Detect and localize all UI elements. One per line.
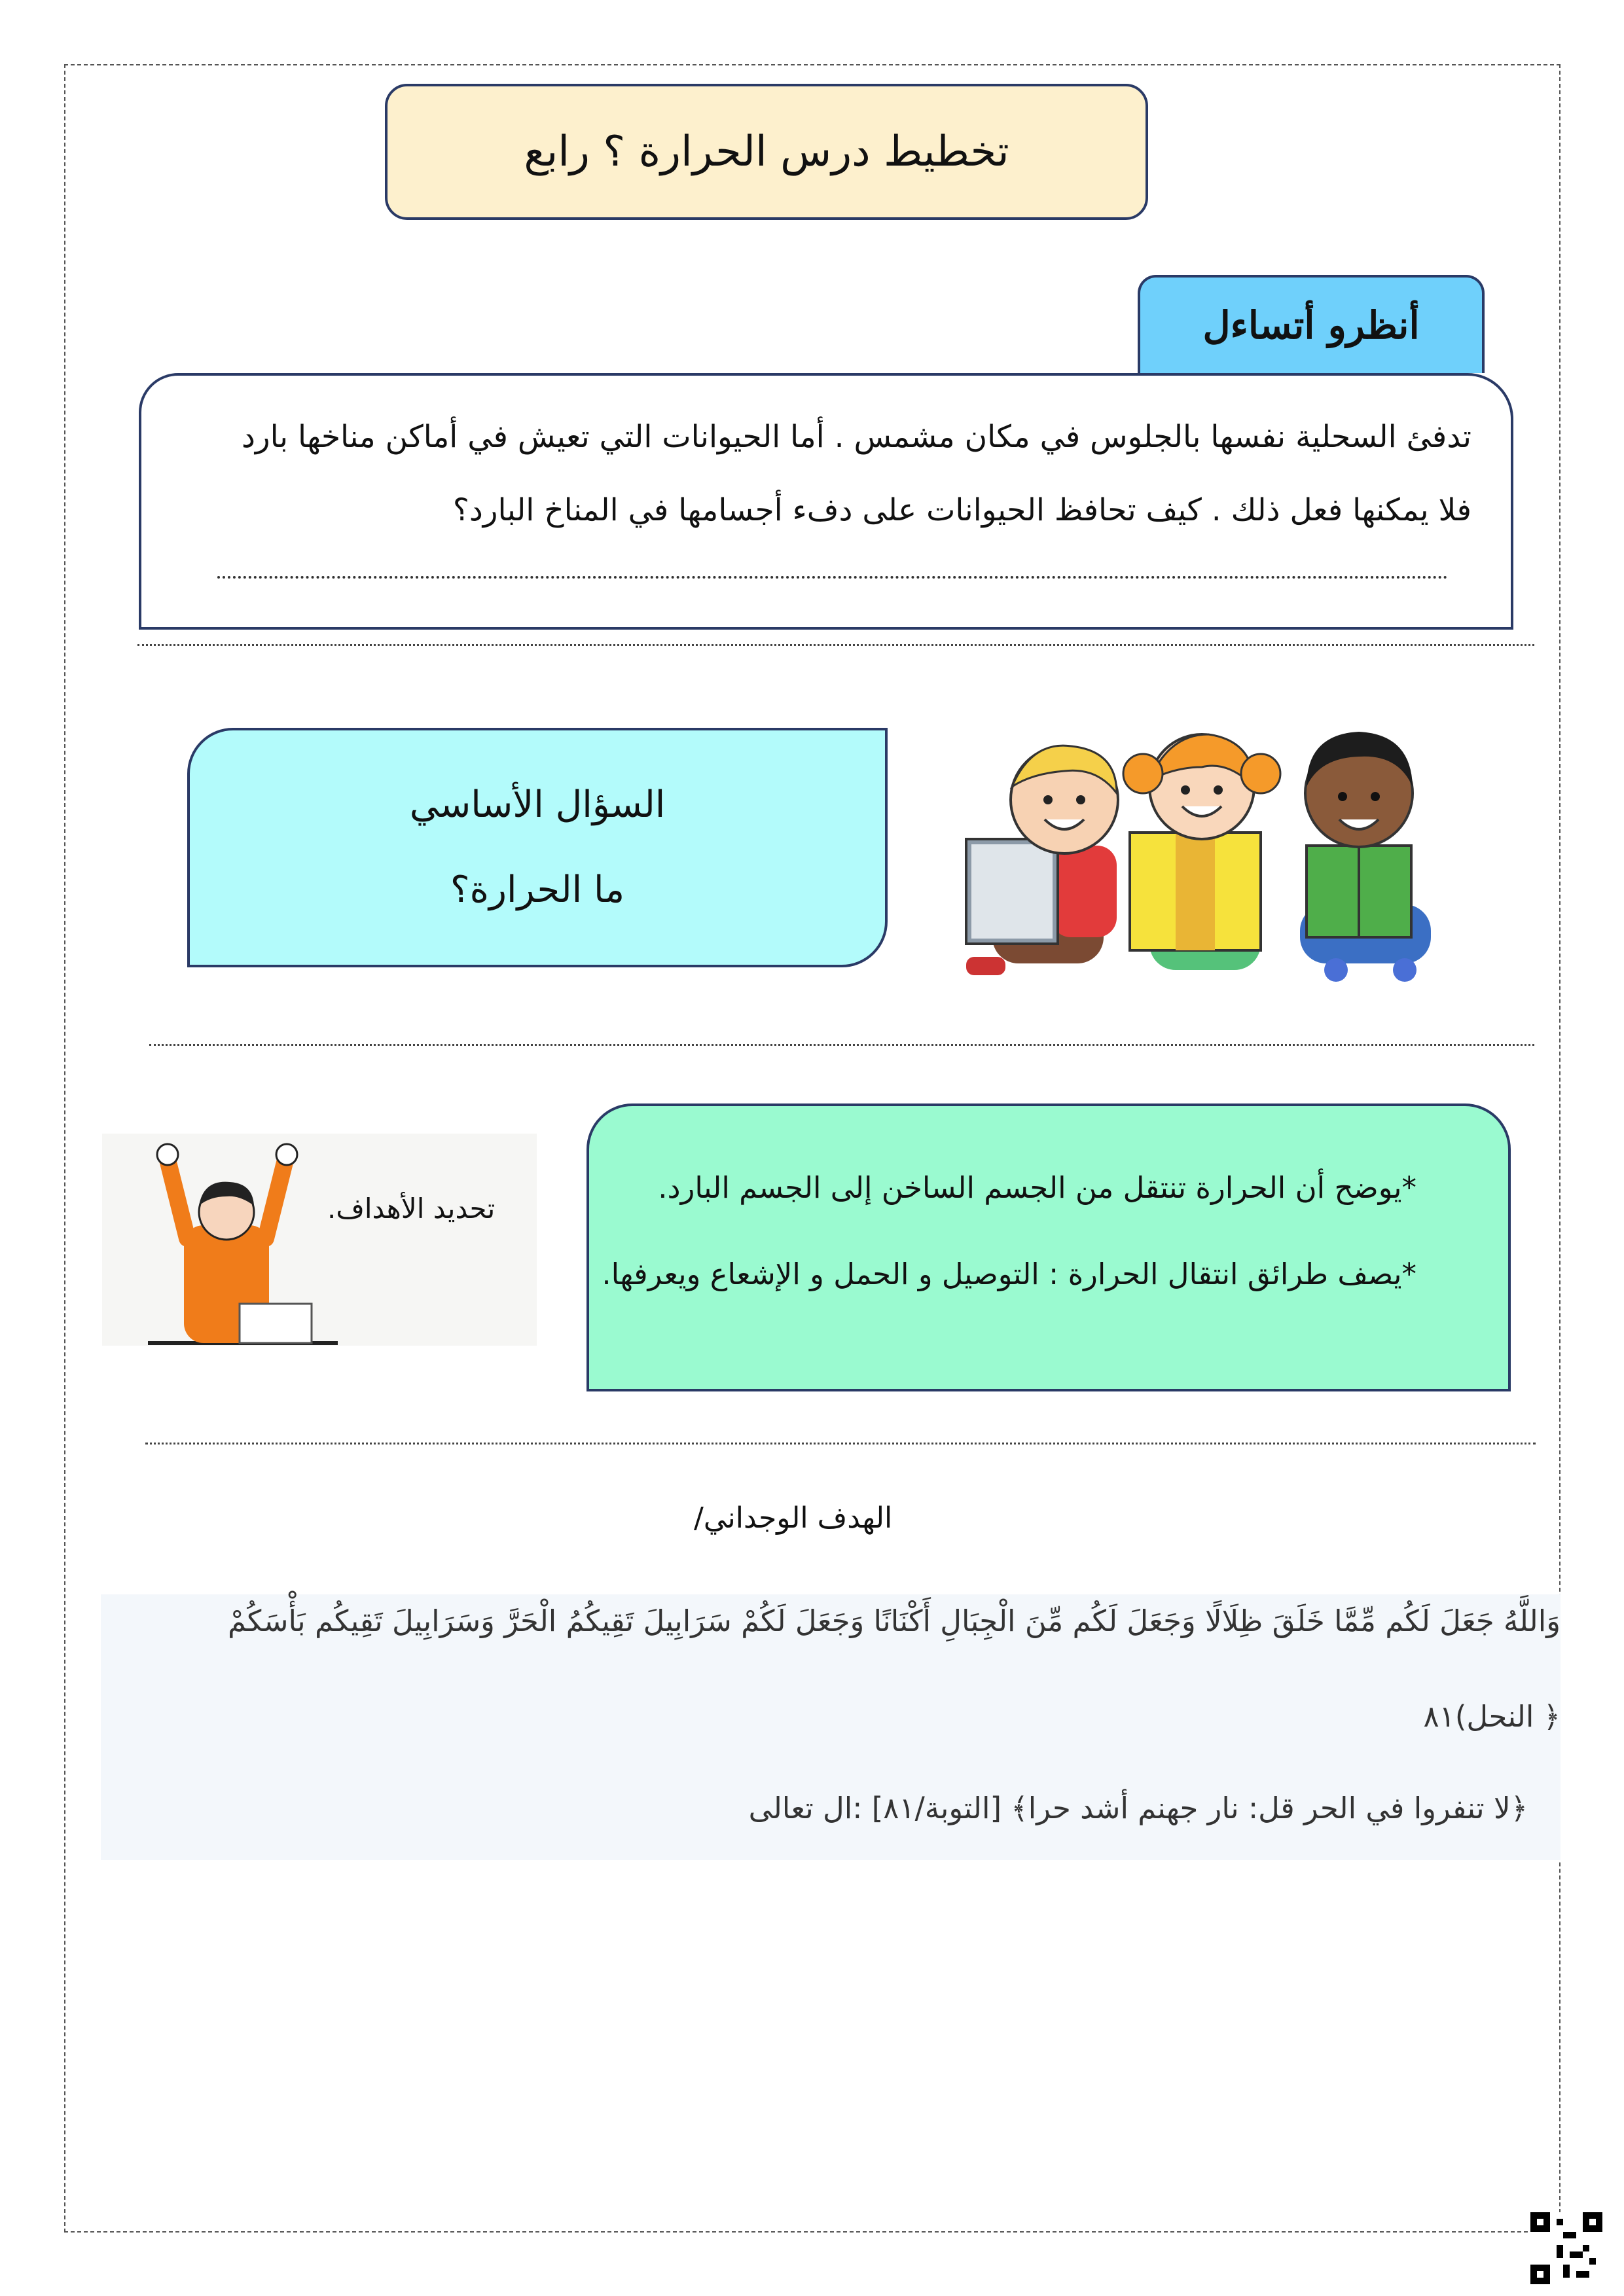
lesson-title-box	[385, 84, 1148, 220]
essential-question-label: السؤال الأساسي	[409, 783, 666, 826]
answer-dotted-line	[217, 576, 1448, 579]
verses-panel	[101, 1594, 1561, 1860]
girl-figure	[1123, 734, 1280, 970]
cheering-person-icon	[122, 1140, 403, 1350]
separator-3	[145, 1443, 1536, 1444]
essential-question-box	[187, 728, 888, 967]
separator-2	[149, 1044, 1534, 1046]
intro-box	[139, 373, 1513, 630]
objectives-illustration-panel	[102, 1134, 537, 1346]
objective-item-1: *يوضح أن الحرارة تنتقل من الجسم الساخن إلى الجسم البارد.	[658, 1170, 1416, 1205]
look-wonder-label: أنظرو أتساءل	[1202, 303, 1420, 348]
intro-line-1: تدفئ السحلية نفسها بالجلوس في مكان مشمس . أما الحيوانات التي تعيش في أماكن مناخها بارد	[242, 419, 1471, 455]
blond-boy-figure	[966, 745, 1118, 975]
curly-hair-boy-figure	[1300, 732, 1431, 982]
intro-text	[189, 401, 1471, 547]
objectives-box	[586, 1103, 1511, 1391]
verse-2: ﴿لا تنفروا في الحر قل: نار جهنم أشد حرا﴾ [التوبة/٨١] :ال تعالى	[748, 1791, 1528, 1825]
lesson-title: تخطيط درس الحرارة ؟ رابع	[524, 128, 1009, 176]
verse-1: وَاللَّهُ جَعَلَ لَكُم مِّمَّا خَلَقَ ظِلَالًا وَجَعَلَ لَكُم مِّنَ الْجِبَالِ أَكْنَانًا وَجَعَلَ لَكُمْ سَرَابِيلَ تَقِيكُمُ الْحَرَّ وَسَرَابِيلَ تَقِيكُم بَأْسَكُمْ	[227, 1604, 1561, 1638]
verse-1-reference: ﴿ النحل)٨١	[1423, 1699, 1561, 1734]
intro-line-2: فلا يمكنها فعل ذلك . كيف تحافظ الحيوانات على دفء أجسامها في المناخ البارد؟	[452, 492, 1471, 528]
essential-question-text: ما الحرارة؟	[450, 869, 625, 911]
children-reading-illustration	[953, 715, 1477, 990]
objective-item-2: *يصف طرائق انتقال الحرارة : التوصيل و الحمل و الإشعاع ويعرفها.	[602, 1257, 1416, 1291]
objectives-label: تحديد الأهداف.	[327, 1193, 496, 1225]
separator-1	[137, 644, 1534, 646]
affective-goal-title: الهدف الوجداني/	[694, 1501, 893, 1535]
qr-code-icon	[1530, 2212, 1602, 2284]
look-wonder-tab	[1138, 275, 1485, 373]
